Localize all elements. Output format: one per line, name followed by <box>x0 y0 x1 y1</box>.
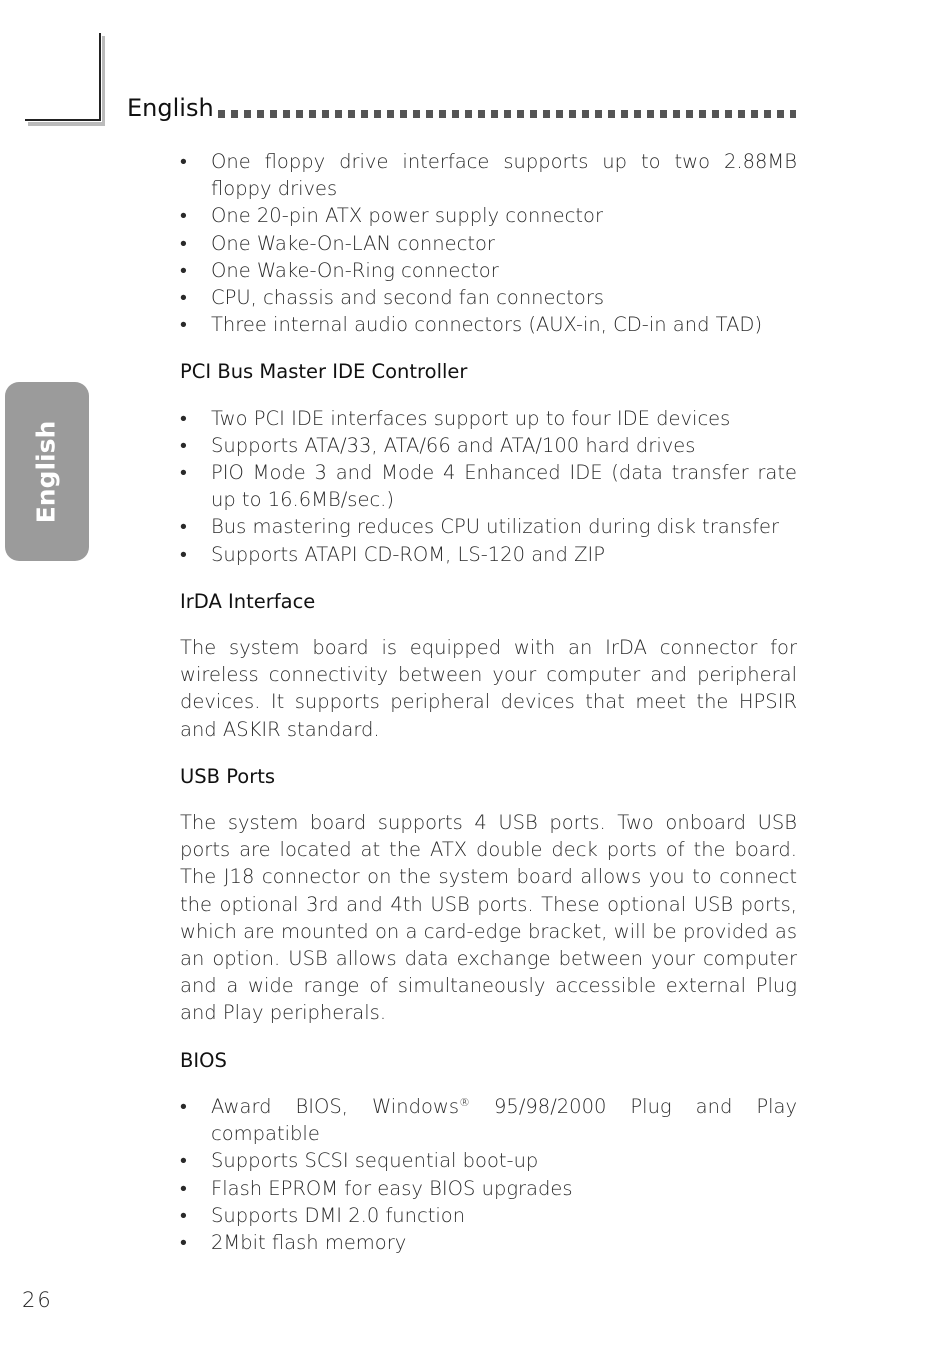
list-item: • One floppy drive interface supports up to two 2.88MB floppy drives <box>180 148 797 202</box>
pci-feature-list <box>180 405 797 568</box>
corner-mark-horizontal <box>25 119 101 121</box>
header-dotted-rule <box>218 110 796 118</box>
list-item: • Supports SCSI sequential boot-up <box>180 1147 797 1174</box>
registered-mark: ® <box>459 1095 470 1109</box>
usb-paragraph: The system board supports 4 USB ports. Two onboard USB ports are located at the ATX double deck ports of the board. The J18 connector on the system board allows you to connect the optional 3rd and 4th USB ports. These optional USB ports, which are mounted on a card-edge bracket, will be provided as an option. USB allows data exchange between your computer and a wide range of simultaneously accessible external Plug and Play peripherals. <box>180 811 797 1025</box>
page-content <box>180 148 797 1256</box>
list-item: • Supports ATAPI CD-ROM, LS-120 and ZIP <box>180 541 797 568</box>
list-item: • Bus mastering reduces CPU utilization during disk transfer <box>180 513 797 540</box>
corner-mark-shadow-horizontal <box>28 122 105 126</box>
irda-section-title: IrDA Interface <box>180 589 316 613</box>
corner-mark-vertical <box>99 33 101 121</box>
bios-section-title: BIOS <box>180 1048 227 1072</box>
usb-section-title: USB Ports <box>180 764 276 788</box>
bios-item-text-rest: 95/98/2000 Plug and Play compatible <box>211 1094 797 1146</box>
list-item: • Supports ATA/33, ATA/66 and ATA/100 hard drives <box>180 432 797 459</box>
intro-feature-list <box>180 148 797 338</box>
list-item: • 2Mbit flash memory <box>180 1229 797 1256</box>
list-item: • Flash EPROM for easy BIOS upgrades <box>180 1175 797 1202</box>
pci-section-title: PCI Bus Master IDE Controller <box>180 360 468 384</box>
side-language-tab-label: English <box>31 420 61 524</box>
page-number: 26 <box>22 1288 53 1312</box>
list-item: • One 20-pin ATX power supply connector <box>180 202 797 229</box>
list-item: • CPU, chassis and second fan connectors <box>180 284 797 311</box>
list-item <box>180 1093 797 1147</box>
list-item: • Supports DMI 2.0 function <box>180 1202 797 1229</box>
irda-paragraph: The system board is equipped with an IrDA connector for wireless connectivity between your computer and peripheral devices. It supports peripheral devices that meet the HPSIR and ASKIR standard. <box>180 636 797 741</box>
corner-mark-shadow-vertical <box>102 36 105 126</box>
header-title: English <box>127 94 214 122</box>
bios-feature-list <box>180 1093 797 1256</box>
list-item: • PIO Mode 3 and Mode 4 Enhanced IDE (data transfer rate up to 16.6MB/sec.) <box>180 459 797 513</box>
list-item: • One Wake-On-LAN connector <box>180 230 797 257</box>
bios-item-text: Award BIOS, Windows <box>211 1094 459 1118</box>
list-item: • Two PCI IDE interfaces support up to four IDE devices <box>180 405 797 432</box>
list-item: • Three internal audio connectors (AUX-in, CD-in and TAD) <box>180 311 797 338</box>
list-item: • One Wake-On-Ring connector <box>180 257 797 284</box>
